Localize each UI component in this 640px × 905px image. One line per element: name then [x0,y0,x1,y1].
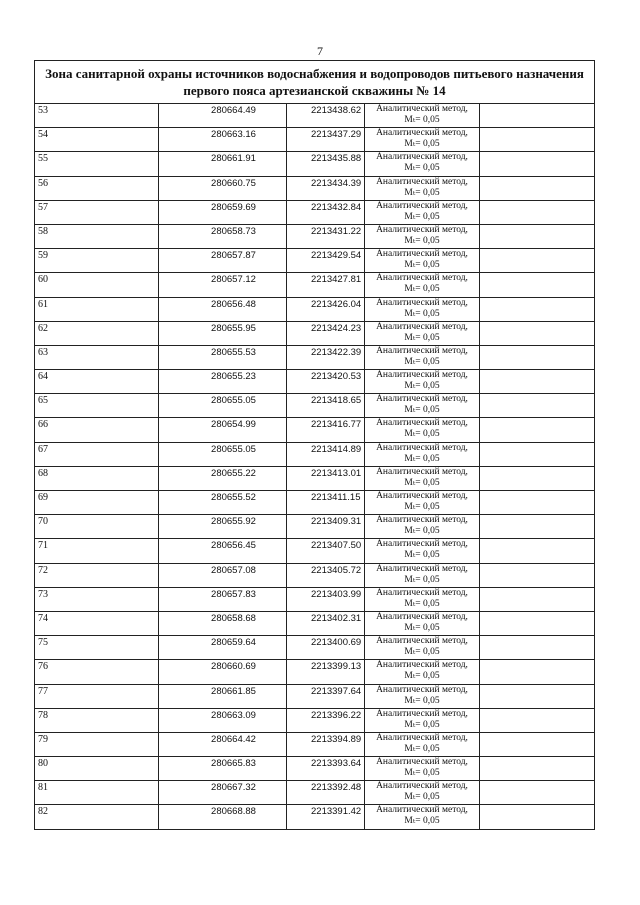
empty-cell [480,394,595,418]
method-name: Аналитический метод, [376,491,468,501]
coordinate-y: 2213434.39 [287,176,365,200]
point-number: 82 [35,805,159,829]
coordinate-x: 280659.64 [159,636,287,660]
coordinate-x: 280663.09 [159,708,287,732]
point-number: 77 [35,684,159,708]
coordinate-y: 2213418.65 [287,394,365,418]
point-number: 53 [35,104,159,128]
coordinate-x: 280661.91 [159,152,287,176]
point-number: 62 [35,321,159,345]
table-row [35,684,595,708]
method-accuracy: Mₜ= 0,05 [404,429,440,440]
method-cell [365,224,480,248]
method-name: Аналитический метод, [376,805,468,816]
method-name: Аналитический метод, [376,104,468,114]
method-name: Аналитический метод, [376,249,468,260]
empty-cell [480,539,595,563]
table-row [35,418,595,442]
method-accuracy: Mₜ= 0,05 [404,816,440,827]
table-row [35,491,595,515]
empty-cell [480,515,595,539]
table-row [35,732,595,756]
method-accuracy: Mₜ= 0,05 [404,477,440,488]
empty-cell [480,732,595,756]
coordinate-y: 2213392.48 [287,781,365,805]
method-cell [365,442,480,466]
table-row [35,345,595,369]
method-name: Аналитический метод, [376,128,468,139]
table-title [35,61,595,104]
point-number: 69 [35,491,159,515]
method-accuracy: Mₜ= 0,05 [404,235,440,246]
method-accuracy: Mₜ= 0,05 [404,743,440,754]
table-row [35,152,595,176]
method-accuracy: Mₜ= 0,05 [404,647,440,658]
method-name: Аналитический метод, [376,636,468,647]
point-number: 67 [35,442,159,466]
method-cell [365,321,480,345]
method-name: Аналитический метод, [376,176,468,187]
empty-cell [480,708,595,732]
method-cell [365,684,480,708]
coordinate-x: 280664.42 [159,732,287,756]
empty-cell [480,176,595,200]
point-number: 75 [35,636,159,660]
empty-cell [480,418,595,442]
table-row [35,611,595,635]
point-number: 55 [35,152,159,176]
method-accuracy: Mₜ= 0,05 [404,526,440,537]
coordinate-y: 2213391.42 [287,805,365,829]
coordinate-x: 280657.08 [159,563,287,587]
method-cell [365,370,480,394]
method-name: Аналитический метод, [376,321,468,332]
method-cell [365,563,480,587]
method-accuracy: Mₜ= 0,05 [404,139,440,150]
method-accuracy: Mₜ= 0,05 [404,163,440,174]
coordinate-y: 2213394.89 [287,732,365,756]
empty-cell [480,104,595,128]
method-accuracy: Mₜ= 0,05 [404,308,440,319]
coordinate-y: 2213413.01 [287,466,365,490]
method-cell [365,515,480,539]
coordinate-y: 2213431.22 [287,224,365,248]
coordinate-x: 280664.49 [159,104,287,128]
empty-cell [480,684,595,708]
method-accuracy: Mₜ= 0,05 [404,671,440,682]
method-cell [365,249,480,273]
empty-cell [480,152,595,176]
coordinate-y: 2213409.31 [287,515,365,539]
empty-cell [480,128,595,152]
coordinate-x: 280655.22 [159,466,287,490]
method-cell [365,708,480,732]
coordinate-x: 280658.73 [159,224,287,248]
coordinate-y: 2213397.64 [287,684,365,708]
method-cell [365,345,480,369]
coordinates-table [34,60,595,830]
method-cell [365,200,480,224]
method-name: Аналитический метод, [376,611,468,622]
point-number: 78 [35,708,159,732]
empty-cell [480,781,595,805]
method-name: Аналитический метод, [376,660,468,671]
coordinate-y: 2213426.04 [287,297,365,321]
method-accuracy: Mₜ= 0,05 [404,381,440,392]
empty-cell [480,345,595,369]
coordinate-y: 2213420.53 [287,370,365,394]
empty-cell [480,249,595,273]
method-accuracy: Mₜ= 0,05 [404,405,440,416]
table-row [35,297,595,321]
coordinate-x: 280665.83 [159,757,287,781]
method-cell [365,805,480,829]
method-accuracy: Mₜ= 0,05 [404,332,440,343]
table-row [35,176,595,200]
method-accuracy: Mₜ= 0,05 [404,598,440,609]
method-accuracy: Mₜ= 0,05 [404,768,440,779]
method-cell [365,466,480,490]
table-row [35,104,595,128]
page-number: 7 [317,44,323,58]
point-number: 59 [35,249,159,273]
method-name: Аналитический метод, [376,273,468,284]
table-row [35,757,595,781]
point-number: 57 [35,200,159,224]
table-body [35,104,595,830]
coordinate-x: 280657.87 [159,249,287,273]
method-name: Аналитический метод, [376,781,468,792]
point-number: 56 [35,176,159,200]
method-name: Аналитический метод, [376,394,468,405]
empty-cell [480,757,595,781]
method-name: Аналитический метод, [376,732,468,743]
method-cell [365,152,480,176]
empty-cell [480,466,595,490]
coordinate-y: 2213427.81 [287,273,365,297]
empty-cell [480,200,595,224]
method-accuracy: Mₜ= 0,05 [404,187,440,198]
method-name: Аналитический метод, [376,418,468,429]
coordinate-y: 2213393.64 [287,757,365,781]
empty-cell [480,563,595,587]
coordinate-x: 280655.53 [159,345,287,369]
empty-cell [480,805,595,829]
method-name: Аналитический метод, [376,563,468,574]
point-number: 70 [35,515,159,539]
table-row [35,224,595,248]
coordinate-x: 280656.48 [159,297,287,321]
coordinate-y: 2213403.99 [287,587,365,611]
empty-cell [480,491,595,515]
coordinate-x: 280660.69 [159,660,287,684]
coordinate-x: 280659.69 [159,200,287,224]
coordinate-x: 280663.16 [159,128,287,152]
coordinate-y: 2213405.72 [287,563,365,587]
coordinate-y: 2213422.39 [287,345,365,369]
table-row [35,321,595,345]
coordinate-y: 2213416.77 [287,418,365,442]
method-cell [365,176,480,200]
method-cell [365,418,480,442]
coordinate-y: 2213396.22 [287,708,365,732]
method-accuracy: Mₜ= 0,05 [404,115,440,125]
method-name: Аналитический метод, [376,345,468,356]
table-row [35,200,595,224]
table-row [35,466,595,490]
coordinate-y: 2213432.84 [287,200,365,224]
table-row [35,394,595,418]
method-cell [365,781,480,805]
coordinate-x: 280667.32 [159,781,287,805]
table-row [35,708,595,732]
method-accuracy: Mₜ= 0,05 [404,502,440,512]
method-name: Аналитический метод, [376,539,468,550]
method-cell [365,757,480,781]
method-accuracy: Mₜ= 0,05 [404,284,440,295]
table-row [35,515,595,539]
point-number: 68 [35,466,159,490]
method-name: Аналитический метод, [376,708,468,719]
method-accuracy: Mₜ= 0,05 [404,453,440,464]
table-row [35,128,595,152]
method-accuracy: Mₜ= 0,05 [404,622,440,633]
table-row [35,660,595,684]
method-accuracy: Mₜ= 0,05 [404,719,440,730]
method-name: Аналитический метод, [376,224,468,235]
method-name: Аналитический метод, [376,757,468,768]
coordinate-y: 2213435.88 [287,152,365,176]
coordinate-x: 280657.12 [159,273,287,297]
coordinate-y: 2213399.13 [287,660,365,684]
method-cell [365,104,480,128]
table-title-line-1: Зона санитарной охраны источников водоснабжения и водопроводов питьевого назначения [45,66,584,81]
method-name: Аналитический метод, [376,515,468,526]
method-accuracy: Mₜ= 0,05 [404,792,440,803]
method-cell [365,732,480,756]
method-name: Аналитический метод, [376,200,468,211]
empty-cell [480,297,595,321]
method-cell [365,273,480,297]
table-row [35,442,595,466]
point-number: 73 [35,587,159,611]
method-name: Аналитический метод, [376,466,468,477]
method-name: Аналитический метод, [376,297,468,308]
table-row [35,273,595,297]
method-name: Аналитический метод, [376,442,468,453]
coordinate-x: 280655.05 [159,394,287,418]
empty-cell [480,273,595,297]
coordinate-x: 280661.85 [159,684,287,708]
coordinate-x: 280660.75 [159,176,287,200]
empty-cell [480,611,595,635]
coordinate-x: 280655.52 [159,491,287,515]
table-row [35,636,595,660]
point-number: 76 [35,660,159,684]
point-number: 79 [35,732,159,756]
point-number: 58 [35,224,159,248]
document-sheet [34,60,594,830]
table-row [35,587,595,611]
empty-cell [480,636,595,660]
coordinate-y: 2213429.54 [287,249,365,273]
point-number: 65 [35,394,159,418]
method-accuracy: Mₜ= 0,05 [404,695,440,706]
method-name: Аналитический метод, [376,152,468,163]
method-cell [365,539,480,563]
coordinate-x: 280668.88 [159,805,287,829]
table-row [35,563,595,587]
coordinate-y: 2213438.62 [287,104,365,128]
table-row [35,781,595,805]
table-title-line-2: первого пояса артезианской скважины № 14 [183,83,446,98]
method-accuracy: Mₜ= 0,05 [404,574,440,585]
point-number: 71 [35,539,159,563]
empty-cell [480,224,595,248]
empty-cell [480,321,595,345]
point-number: 61 [35,297,159,321]
method-accuracy: Mₜ= 0,05 [404,260,440,271]
coordinate-y: 2213437.29 [287,128,365,152]
method-cell [365,587,480,611]
coordinate-x: 280655.23 [159,370,287,394]
method-cell [365,394,480,418]
point-number: 60 [35,273,159,297]
coordinate-y: 2213402.31 [287,611,365,635]
table-row [35,539,595,563]
method-cell [365,636,480,660]
method-name: Аналитический метод, [376,684,468,695]
method-cell [365,611,480,635]
empty-cell [480,370,595,394]
point-number: 80 [35,757,159,781]
point-number: 72 [35,563,159,587]
method-name: Аналитический метод, [376,587,468,598]
table-row [35,370,595,394]
coordinate-x: 280658.68 [159,611,287,635]
coordinate-x: 280654.99 [159,418,287,442]
point-number: 54 [35,128,159,152]
empty-cell [480,587,595,611]
empty-cell [480,442,595,466]
method-cell [365,297,480,321]
point-number: 81 [35,781,159,805]
point-number: 66 [35,418,159,442]
coordinate-y: 2213411.15 [287,491,365,515]
method-accuracy: Mₜ= 0,05 [404,356,440,367]
coordinate-y: 2213414.89 [287,442,365,466]
coordinate-x: 280655.05 [159,442,287,466]
coordinate-y: 2213407.50 [287,539,365,563]
point-number: 63 [35,345,159,369]
table-row [35,805,595,829]
coordinate-y: 2213424.23 [287,321,365,345]
method-accuracy: Mₜ= 0,05 [404,550,440,561]
method-name: Аналитический метод, [376,370,468,381]
method-cell [365,491,480,515]
point-number: 74 [35,611,159,635]
point-number: 64 [35,370,159,394]
method-cell [365,660,480,684]
coordinate-x: 280657.83 [159,587,287,611]
table-row [35,249,595,273]
method-cell [365,128,480,152]
method-accuracy: Mₜ= 0,05 [404,211,440,222]
coordinate-x: 280655.92 [159,515,287,539]
empty-cell [480,660,595,684]
coordinate-x: 280655.95 [159,321,287,345]
coordinate-x: 280656.45 [159,539,287,563]
coordinate-y: 2213400.69 [287,636,365,660]
